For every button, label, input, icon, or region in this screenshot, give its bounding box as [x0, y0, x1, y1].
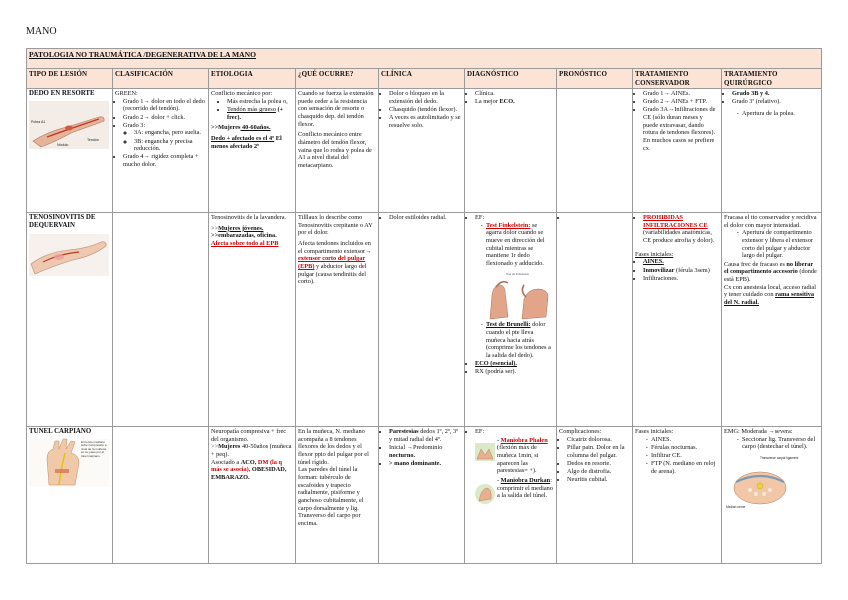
surgical-cell [722, 427, 822, 564]
image-label: Median nerve [726, 505, 746, 510]
image-label: Polea A1 [31, 120, 46, 125]
list-item [475, 98, 554, 106]
header-cell: ETIOLOGIA [209, 69, 296, 89]
paragraph: Complicaciones: [559, 428, 602, 436]
text: 40-60años. [240, 124, 271, 132]
etiology-cell [209, 427, 296, 564]
text: Afecta tendones incluidos en el compartimento extensor→ [298, 240, 372, 255]
text: Test de Brunelli: [486, 321, 531, 329]
paragraph [211, 225, 293, 233]
list-item: - Férulas nocturnas. [651, 444, 719, 452]
sub-list-item [486, 321, 554, 359]
list-item: • Grado 3ª (relativo). [732, 98, 819, 106]
classification-cell [113, 213, 209, 427]
list-item [227, 106, 293, 121]
list-item: • Dolor o bloqueo en la extensión del dedo. [389, 90, 462, 105]
text: Test Finkelstein: [486, 221, 531, 229]
paragraph [211, 459, 293, 482]
text: rama sensitiva del N. radial. [724, 291, 815, 306]
text: PROHIBIDAS INFILTRACIONES CE [643, 214, 708, 229]
trigger-finger-illustration [29, 101, 109, 149]
paragraph: EMG: Moderada →severa: [724, 428, 793, 436]
classification-title: GREEN: [115, 90, 138, 98]
prognosis-cell [557, 213, 633, 427]
sub-list-item: - Apertura de la polea. [742, 110, 819, 118]
text: (flexión máx de muñeca 1min, si aparecen las parestesias= +). [497, 444, 539, 475]
list-item: • AINES. [643, 258, 719, 266]
clinic-cell [379, 213, 465, 427]
list-item: • > mano dominante. [389, 460, 462, 468]
header-cell: ¿QUÉ OCURRE? [296, 69, 379, 89]
text: no liberar el compartimento accesorio [724, 260, 814, 276]
list-item: • A veces es autolimitado y se resuelve solo. [389, 114, 462, 129]
text: Parestesias [389, 428, 419, 436]
text: ACO, [240, 458, 258, 466]
carpal-ligament-illustration [724, 454, 799, 510]
list-item: • Grado 2→ dolor + click. [123, 114, 206, 122]
header-row [27, 69, 822, 89]
finkelstein-test-image [486, 271, 552, 321]
paragraph: Neuropatía compresiva + frec del organismo. [211, 428, 287, 443]
sub-list-item: - Apertura de compartimento extensor y libera el extensor corto del pulgar y abductor largo del pulgar. [742, 229, 819, 260]
text: Mujeres jóvenes. [218, 224, 264, 232]
sub-list-item: ◦ 3B: engancha y precisa reducción. [134, 138, 206, 153]
image-label: Transverse carpal ligament [760, 456, 799, 461]
list-item: • Grado 1→ AINEs. [643, 90, 719, 98]
pathology-table [26, 48, 822, 564]
paragraph: Fases iniciales: [635, 428, 674, 436]
header-cell: DIAGNÓSTICO [465, 69, 557, 89]
text: (donde está EPB). [724, 268, 817, 283]
image-label: Test de Finkelstein [506, 271, 530, 276]
list-item [567, 214, 630, 222]
paragraph: Las paredes del túnel la forman: tubérculo de escafoides y trapecio radialmente, pisiforme y ganchoso cubitalmente, el carpo dorsalmente y lig. Transverso del carpo por encima. [298, 466, 364, 528]
paragraph [211, 443, 293, 458]
list-item: • Infiltraciones. [643, 275, 719, 283]
lesion-name: TENOSINOVITIS DE DEQUERVAIN [29, 214, 96, 230]
sub-list-item: - Seccionar lig. Transverso del carpo (destechar el túnel). [742, 436, 819, 451]
diagnosis-cell [465, 89, 557, 213]
text: Dedo + afectado es el 4º [211, 134, 275, 142]
what-happens-cell [296, 89, 379, 213]
diagnosis-cell [465, 213, 557, 427]
clinic-cell [379, 427, 465, 564]
list-item: • Pillar pain. Dolor en la columna del pulgar. [567, 444, 630, 459]
text: Inicial →Predominio [389, 443, 443, 451]
phalen-maneuver-image [475, 443, 495, 461]
paragraph [298, 240, 376, 286]
text: >>Mujeres [211, 124, 241, 132]
header-cell: CLÍNICA [379, 69, 465, 89]
list-item: • RX (podría ser). [475, 368, 554, 376]
header-cell: TIPO DE LESIÓN [27, 69, 113, 89]
what-happens-cell [296, 213, 379, 427]
section-title-row [27, 49, 822, 69]
paragraph [211, 124, 293, 132]
section-title: PATOLOGIA NO TRAUMÁTICA /DEGENERATIVA DE LA MANO [27, 49, 822, 69]
list-item: • ECO (esencial). [475, 360, 554, 368]
paragraph: Fracasa el tto conservador y recidiva el dolor con mayor intensidad. [724, 214, 817, 229]
classification-cell [113, 89, 209, 213]
text: dedos 1º, 2º, 3º y mitad radial del 4º. [389, 428, 459, 443]
text: La mejor [475, 98, 500, 106]
text: extensor corto del pulgar (EPB) [298, 255, 366, 271]
what-happens-cell [296, 427, 379, 564]
list-item [123, 122, 206, 153]
paragraph: Afecta sobre todo al EPB [211, 240, 279, 248]
lesion-cell [27, 89, 113, 213]
paragraph: Conflicto mecánico entre diámetro del tendón flexor, vaina que lo rodea y polea de A1 a nivel distal del metacarpiano. [298, 131, 372, 170]
list-item: • Grado 3A→Infiltraciones de CE (sólo duran meses y puede extravasar, dando rotura de tendones flexores). En muchos casos se prefiere cx. [643, 106, 719, 152]
list-item: - AINES. [651, 436, 719, 444]
text: EF: [475, 214, 485, 222]
text: Causa frec de fracaso es [724, 260, 787, 268]
text: Asociado a [211, 458, 241, 466]
text: Inmovilizar [643, 266, 675, 274]
table-row [27, 89, 822, 213]
list-item: • Chasquido (tendón flexor). [389, 106, 462, 114]
text: >> [211, 224, 219, 232]
text: nocturno. [389, 451, 416, 459]
text: y abductor largo del pulgar (causa tendinitis del corto). [298, 263, 367, 286]
list-item: • Clínica. [475, 90, 554, 98]
conservative-cell [633, 427, 722, 564]
lesion-cell [27, 427, 113, 564]
list-item: • Neuritis cubital. [567, 476, 630, 484]
lesion-name: TUNEL CARPIANO [29, 428, 92, 436]
paragraph: Tenosinovitis de la lavandera. [211, 214, 287, 222]
header-cell: TRATAMIENTO QUIRÚRGICO [722, 69, 822, 89]
header-cell: CLASIFICACIÓN [113, 69, 209, 89]
conservative-cell [633, 213, 722, 427]
text: dolor cuando el pte lleva muñeca hacia atrás (comprime los tendones a la salida del dedo). [486, 321, 551, 359]
clinic-cell [379, 89, 465, 213]
list-item: • Grado 2→ AINEs + FTP. [643, 98, 719, 106]
text: Maniobra Phalen [500, 436, 548, 444]
text: (férula 3sem) [674, 266, 710, 274]
etiology-cell [209, 213, 296, 427]
conservative-cell [633, 89, 722, 213]
durkan-maneuver-image [475, 483, 495, 505]
header-cell: TRATAMIENTO CONSERVADOR [633, 69, 722, 89]
list-item: • Algo de distrofia. [567, 468, 630, 476]
list-item: - Infiltrar CE. [651, 452, 719, 460]
paragraph: En la muñeca, N. mediano acompaña a 8 tendones flexores de los dedos y el flexor ppio del pulgar por el túnel rígido. [298, 428, 369, 466]
list-item: • Grado 3B y 4. [732, 90, 819, 98]
text: >> [211, 443, 219, 451]
surgical-cell [722, 213, 822, 427]
lesion-cell [27, 213, 113, 427]
classification-cell [113, 427, 209, 564]
list-item [389, 428, 462, 443]
list-item: • Cicatriz dolorosa. [567, 436, 630, 444]
list-item: • EF: - Maniobra Phalen (flexión máx de muñeca 1min, si aparecen las parestesias= +). - Maniobra Durkan: comprimir el mediano a la salida del túnel. [475, 428, 554, 505]
sub-list-item [486, 222, 554, 321]
text: se agarra dolor cuando se mueve en dirección del cubital mientras se mantiene 1r dedo flexionado y adducido. [486, 221, 545, 268]
list-item-text: (+ frec). [227, 105, 284, 121]
table-row [27, 427, 822, 564]
list-item [643, 214, 719, 245]
image-label: Nódulo [57, 143, 69, 148]
list-item [475, 214, 554, 360]
carpal-tunnel-illustration [29, 439, 109, 487]
text: Mujeres [218, 443, 241, 451]
header-cell: PRONÓSTICO [557, 69, 633, 89]
text: Maniobra Durkan [500, 477, 551, 485]
paragraph: >>embarazadas, oficina. [211, 232, 277, 240]
prognosis-cell [557, 427, 633, 564]
list-item: • Dolor estiloides radial. [389, 214, 462, 222]
list-item: - FTP (N. mediano en reloj de arena). [651, 460, 719, 475]
table-row [27, 213, 822, 427]
prognosis-cell [557, 89, 633, 213]
list-item [389, 444, 462, 459]
list-item-text: Tendón más grueso [227, 105, 276, 113]
paragraph [724, 261, 819, 284]
etiology-intro: Conflicto mecánico por: [211, 90, 273, 98]
list-item: • Dedos en resorte. [567, 460, 630, 468]
text: ECO. [499, 98, 515, 106]
image-caption: El nervio mediano sufre compresión a nivel de la muñeca, en su paso por el túnel carpiano. [81, 440, 107, 459]
paragraph: Fases iniciales: [635, 250, 674, 258]
text: El menos afectado 2º [211, 134, 282, 150]
text: OBESIDAD, EMBARAZO. [211, 466, 287, 482]
list-item-text: Grado 3: [123, 121, 146, 129]
dequervain-illustration [29, 234, 109, 276]
sub-list-item: ◦ 3A: engancha, pero suelta. [134, 129, 206, 137]
list-item: • Grado 1→ dolor en todo el dedo (recorrido del tendón). [123, 98, 206, 113]
text: (variabilidades anatómicas, CE produce atrofia y dolor). [643, 229, 715, 245]
paragraph: Cuando se fuerza la extensión puede ceder a la resistencia con sensación de resorte o chasquido dep. del tendón flexor. [298, 90, 374, 128]
surgical-cell [722, 89, 822, 213]
paragraph: Tilllaux lo describe como Tenosinovitis crepitante o AY por el dolor. [298, 214, 373, 237]
list-item [643, 267, 719, 275]
text: 40-50años (muñeca + peq). [211, 443, 292, 459]
paragraph [211, 135, 293, 150]
paragraph [724, 284, 819, 307]
document-title: MANO [26, 26, 57, 37]
text: : comprimir el mediano a la salida del túnel. [497, 477, 553, 500]
list-item: • Grado 4→ rigidez completa + mucho dolor. [123, 153, 206, 168]
etiology-cell [209, 89, 296, 213]
text: DM (la q más se asocia), [211, 458, 283, 474]
diagnosis-cell [465, 427, 557, 564]
image-label: Tendón [87, 138, 99, 143]
lesion-name: DEDO EN RESORTE [29, 90, 95, 98]
text: Cx con anestesia local, acceso radial y tener cuidado con [724, 283, 816, 299]
text: EF: [475, 428, 485, 436]
list-item: • Más estrecha la polea o, [227, 98, 293, 106]
